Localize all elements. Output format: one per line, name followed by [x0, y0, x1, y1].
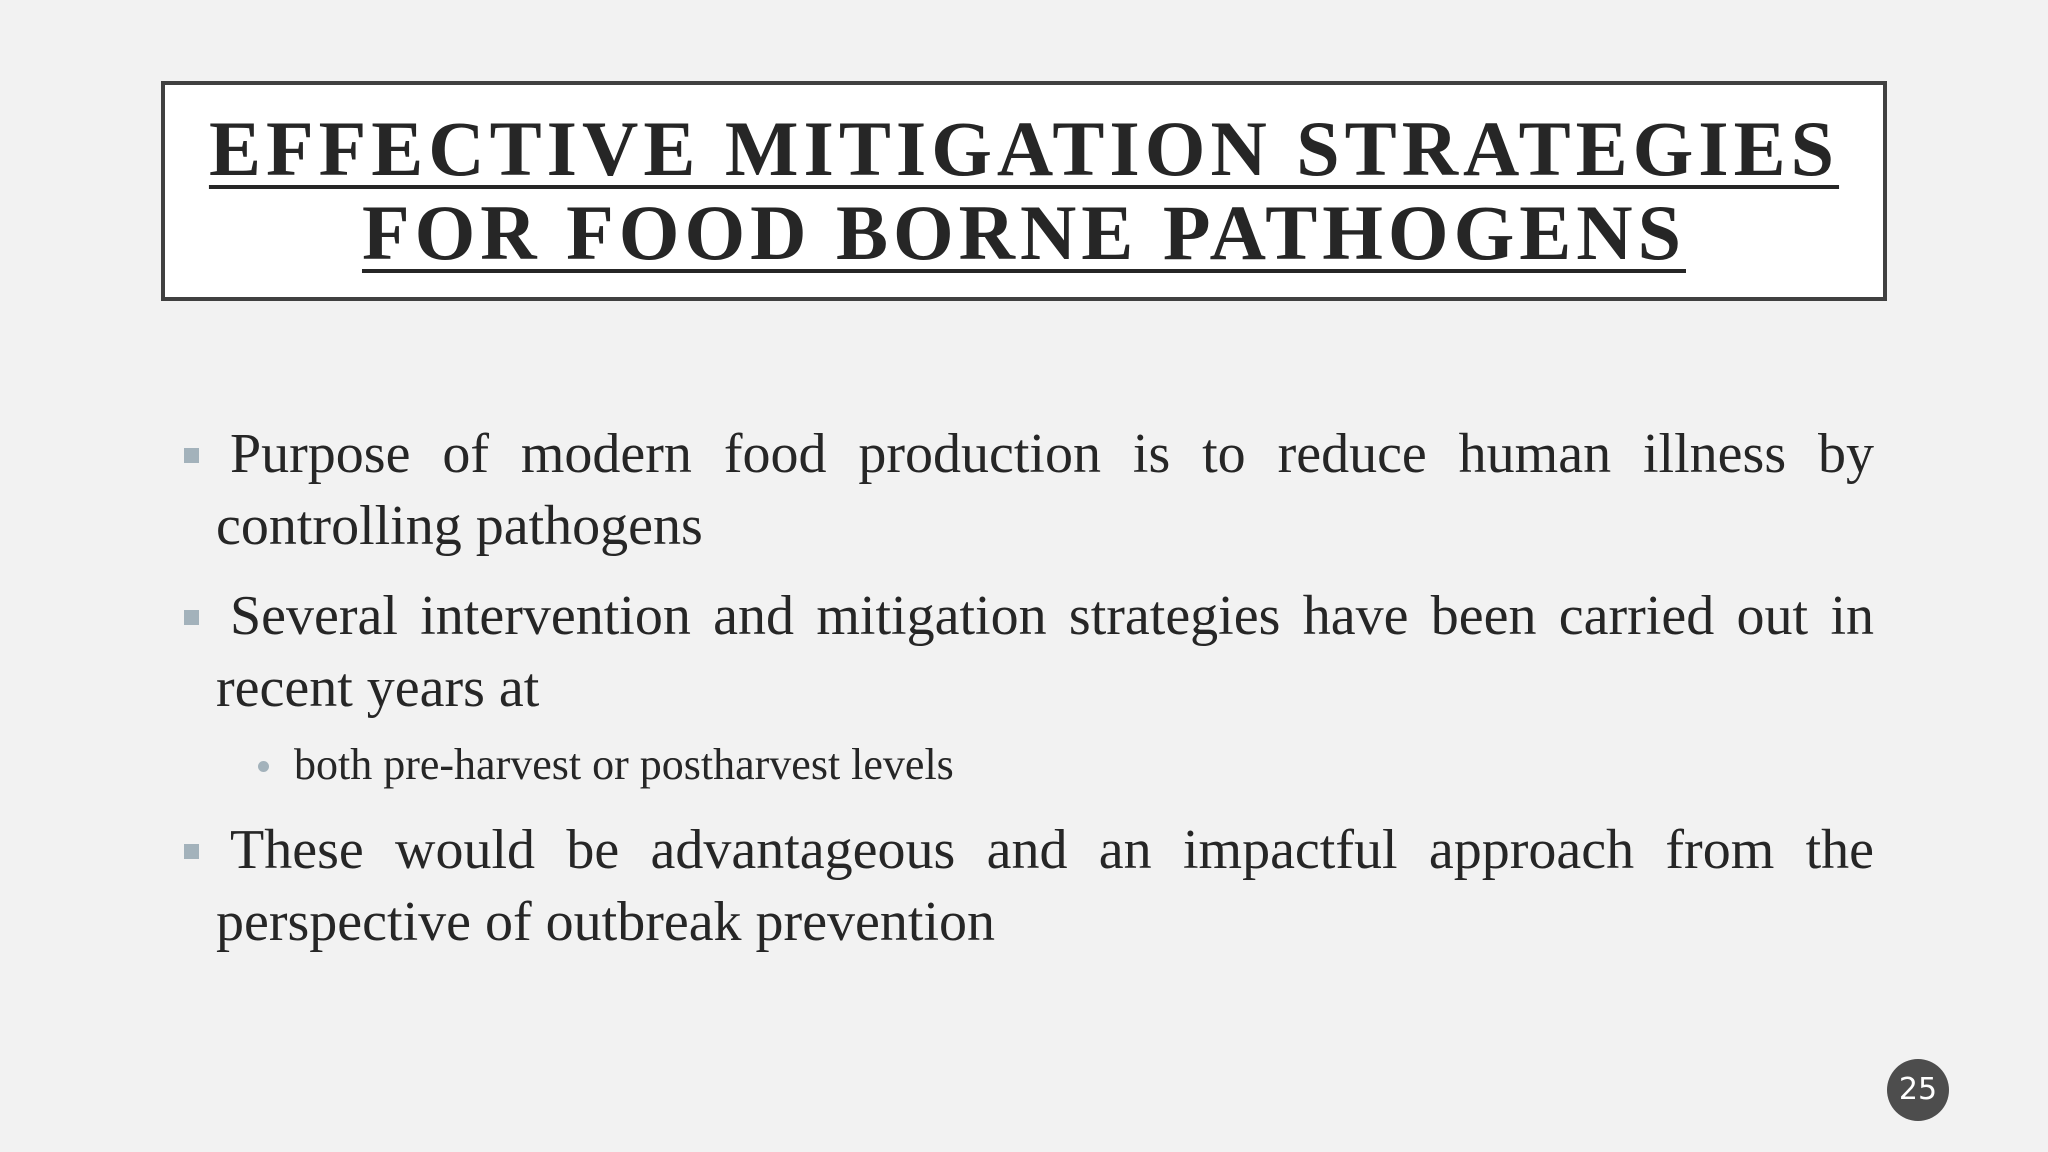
slide-title-line-1: EFFECTIVE MITIGATION STRATEGIES — [208, 105, 1840, 192]
square-bullet-icon — [184, 844, 199, 859]
slide-title-line-2: FOR FOOD BORNE PATHOGENS — [361, 189, 1686, 276]
bullet-item — [180, 814, 1874, 958]
bullet-item — [180, 418, 1874, 562]
bullet-text: Several intervention and mitigation strategies have been carried out in recent years at — [216, 585, 1874, 719]
sub-bullet-text: both pre-harvest or postharvest levels — [294, 740, 954, 789]
round-bullet-icon — [258, 761, 269, 772]
bullet-text: These would be advantageous and an impactful approach from the perspective of outbreak prevention — [216, 819, 1874, 953]
page-number-badge: 25 — [1887, 1059, 1949, 1121]
slide-content — [180, 418, 1874, 976]
bullet-text: Purpose of modern food production is to reduce human illness by controlling pathogens — [216, 423, 1874, 557]
bullet-item — [180, 580, 1874, 724]
title-box — [161, 81, 1887, 301]
square-bullet-icon — [184, 610, 199, 625]
square-bullet-icon — [184, 448, 199, 463]
sub-bullet-item — [180, 736, 1874, 794]
